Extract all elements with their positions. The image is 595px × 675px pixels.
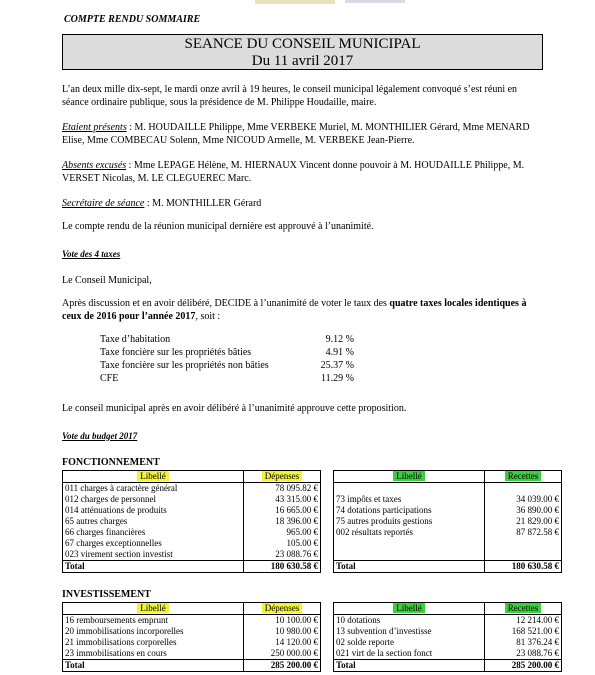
cell: [485, 549, 562, 561]
fonctionnement-label: FONCTIONNEMENT: [62, 457, 160, 468]
presents-text: : M. HOUDAILLE Philippe, Mme VERBEKE Muriel, M. MONTHILIER Gérard, Mme MENARD Elise, Mme COMBECAU Solenn, Mme NICOUD Armelle, M. VERBEKE Jean-Pierre.: [62, 122, 530, 146]
decision-text-end: , soit :: [195, 311, 221, 322]
cell: 285 200.00 €: [244, 660, 321, 672]
cell: 965.00 €: [244, 527, 321, 538]
tax-label: CFE: [100, 373, 119, 384]
table-row: [63, 626, 562, 637]
cell: [334, 549, 485, 561]
tax-row: [100, 372, 354, 385]
cell: 75 autres produits gestions: [334, 516, 485, 527]
tax-value: 25.37 %: [320, 360, 354, 371]
table-header-row: [63, 471, 562, 483]
cell: 16 665.00 €: [244, 505, 321, 516]
table-row: [63, 615, 562, 627]
cell: 180 630.58 €: [485, 561, 562, 573]
cell: 014 atténuations de produits: [63, 505, 244, 516]
cell: [485, 483, 562, 495]
header-text: Dépenses: [262, 603, 303, 613]
header-decoration: [255, 0, 335, 4]
conseil-paragraph: Le Conseil Municipal,: [62, 275, 152, 286]
absents-text: : Mme LEPAGE Hélène, M. HIERNAUX Vincent donne pouvoir à M. HOUDAILLE Philippe, M. VERSET Nicolas, M. LE CLEGUEREC Marc.: [62, 160, 525, 184]
fonctionnement-table: [62, 470, 562, 573]
section-budget-heading: Vote du budget 2017: [62, 431, 138, 441]
absents-label: Absents excusés: [62, 160, 127, 171]
cell: Total: [334, 561, 485, 573]
cell: 250 000.00 €: [244, 648, 321, 660]
col-header-depenses: [244, 603, 321, 615]
cell: 285 200.00 €: [485, 660, 562, 672]
tax-value: 11.29 %: [321, 373, 354, 384]
cell: 65 autres charges: [63, 516, 244, 527]
cell: 168 521.00 €: [485, 626, 562, 637]
cell: 21 829.00 €: [485, 516, 562, 527]
header-text: Libellé: [393, 603, 425, 613]
table-header-row: [63, 603, 562, 615]
presents-paragraph: [62, 121, 542, 147]
cell: [485, 538, 562, 549]
cell: Total: [334, 660, 485, 672]
cell: 81 376.24 €: [485, 637, 562, 648]
cell: 002 résultats reportés: [334, 527, 485, 538]
tax-label: Taxe foncière sur les propriétés non bâties: [100, 360, 269, 371]
cell: 23 088.76 €: [485, 648, 562, 660]
header-text: Recettes: [505, 471, 542, 481]
tax-row: [100, 346, 354, 359]
document-header: COMPTE RENDU SOMMAIRE: [64, 14, 201, 25]
cell: 43 315.00 €: [244, 494, 321, 505]
cell: Total: [63, 561, 244, 573]
table-row: [63, 527, 562, 538]
cell: 36 890.00 €: [485, 505, 562, 516]
decision-paragraph: [62, 297, 542, 323]
decision-text: Après discussion et en avoir délibéré, DECIDE à l’unanimité de voter le taux des: [62, 298, 390, 309]
tax-label: Taxe d’habitation: [100, 334, 171, 345]
col-header-recettes: [485, 603, 562, 615]
col-header-libelle: [334, 603, 485, 615]
secretaire-label: Secrétaire de séance: [62, 198, 145, 209]
cell: Total: [63, 660, 244, 672]
page-date: Du 11 avril 2017: [251, 53, 354, 69]
approval2-paragraph: Le conseil municipal après en avoir délibéré à l’unanimité approuve cette proposition.: [62, 403, 407, 414]
col-header-depenses: [244, 471, 321, 483]
cell: 011 charges à caractère général: [63, 483, 244, 495]
cell: 78 095.82 €: [244, 483, 321, 495]
section-taxes-heading: Vote des 4 taxes: [62, 249, 121, 259]
table-row: [63, 494, 562, 505]
table-row: [63, 637, 562, 648]
cell: 12 214.00 €: [485, 615, 562, 627]
secretaire-text: : M. MONTHILLER Gérard: [144, 198, 262, 209]
tax-row: [100, 359, 354, 372]
cell: 73 impôts et taxes: [334, 494, 485, 505]
cell: 105.00 €: [244, 538, 321, 549]
page-title: SEANCE DU CONSEIL MUNICIPAL: [184, 36, 421, 52]
table-row: [63, 549, 562, 561]
cell: 34 039.00 €: [485, 494, 562, 505]
cell: [334, 538, 485, 549]
tax-value: 4.91 %: [325, 347, 354, 358]
approval-paragraph: Le compte rendu de la réunion municipal dernière est approuvé à l’unanimité.: [62, 221, 374, 232]
header-text: Libellé: [137, 603, 169, 613]
investissement-label: INVESTISSEMENT: [62, 589, 151, 600]
cell: 180 630.58 €: [244, 561, 321, 573]
cell: 20 immobilisations incorporelles: [63, 626, 244, 637]
cell: 23 088.76 €: [244, 549, 321, 561]
table-row: [63, 516, 562, 527]
cell: 67 charges exceptionnelles: [63, 538, 244, 549]
secretaire-paragraph: [62, 197, 542, 210]
table-total-row: [63, 660, 562, 672]
cell: 021 virt de la section fonct: [334, 648, 485, 660]
col-header-libelle: [63, 603, 244, 615]
header-text: Dépenses: [262, 471, 303, 481]
table-row: [63, 648, 562, 660]
cell: 023 virement section investist: [63, 549, 244, 561]
taxes-list: [100, 333, 354, 385]
table-row: [63, 505, 562, 516]
title-box: [62, 34, 543, 70]
cell: 23 immobilisations en cours: [63, 648, 244, 660]
col-header-libelle: [63, 471, 244, 483]
cell: 21 immobilisations corporelles: [63, 637, 244, 648]
table-total-row: [63, 561, 562, 573]
cell: 74 dotations participations: [334, 505, 485, 516]
presents-label: Etaient présents: [62, 122, 127, 133]
decision-bold: quatre taxes locales identiques à ceux de 2016 pour l’année 2017: [62, 298, 527, 322]
intro-paragraph: L’an deux mille dix-sept, le mardi onze avril à 19 heures, le conseil municipal légalement convoqué s’est réuni en séance ordinaire publique, sous la présidence de M. Philippe Houdaille, maire.: [62, 84, 518, 108]
col-header-recettes: [485, 471, 562, 483]
table-row: [63, 483, 562, 495]
header-text: Libellé: [393, 471, 425, 481]
cell: 13 subvention d’investisse: [334, 626, 485, 637]
cell: 10 dotations: [334, 615, 485, 627]
cell: 87 872.58 €: [485, 527, 562, 538]
cell: 10 980.00 €: [244, 626, 321, 637]
header-decoration: [345, 0, 405, 3]
cell: 66 charges financières: [63, 527, 244, 538]
investissement-table: [62, 602, 562, 672]
cell: 10 100.00 €: [244, 615, 321, 627]
cell: [334, 483, 485, 495]
tax-value: 9.12 %: [325, 334, 354, 345]
absents-paragraph: [62, 159, 542, 185]
cell: 012 charges de personnel: [63, 494, 244, 505]
cell: 18 396.00 €: [244, 516, 321, 527]
header-text: Recettes: [505, 603, 542, 613]
header-text: Libellé: [137, 471, 169, 481]
cell: 16 remboursements emprunt: [63, 615, 244, 627]
cell: 02 solde reporte: [334, 637, 485, 648]
tax-label: Taxe foncière sur les propriétés bâties: [100, 347, 252, 358]
tax-row: [100, 333, 354, 346]
col-header-libelle: [334, 471, 485, 483]
table-row: [63, 538, 562, 549]
cell: 14 120.00 €: [244, 637, 321, 648]
